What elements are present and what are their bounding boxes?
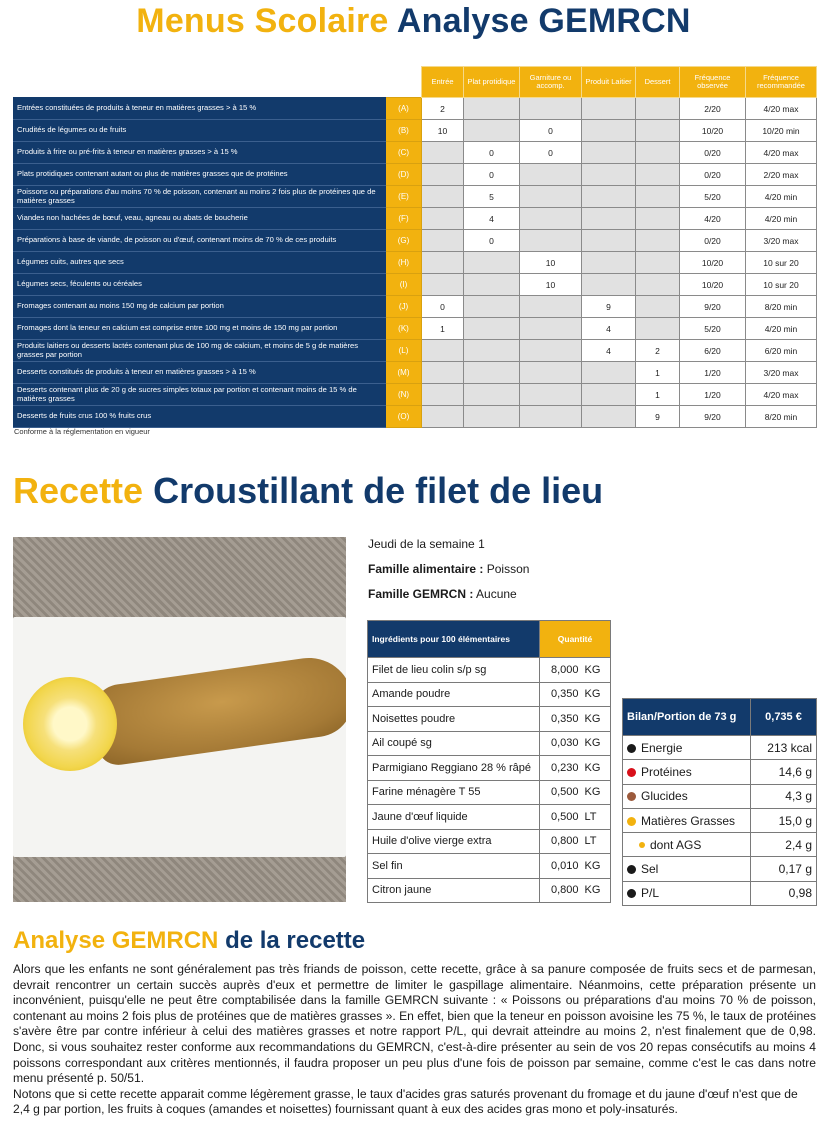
table-cell: 0/20 [680,164,746,186]
table-cell [636,274,680,296]
table-cell [422,274,464,296]
table-cell: 3/20 max [746,362,817,384]
bullet-dot-icon [627,744,636,753]
table-cell: 0/20 [680,230,746,252]
ingredient-name: Noisettes poudre [368,707,540,732]
table-cell: 0/20 [680,142,746,164]
header-spacer [386,67,422,98]
ingredient-unit: KG [582,780,611,805]
nutrient-cell [623,808,751,832]
row-code: (O) [386,406,422,428]
row-code: (N) [386,384,422,406]
table-cell [520,186,582,208]
row-label: Légumes secs, féculents ou céréales [14,274,386,296]
table-cell [520,164,582,186]
nutrient-value: 0,98 [751,881,817,905]
table-cell [636,296,680,318]
table-cell: 4/20 max [746,142,817,164]
table-cell: 0 [464,230,520,252]
table-cell: 5/20 [680,318,746,340]
table-row [14,208,817,230]
table-cell: 2/20 max [746,164,817,186]
row-label: Poissons ou préparations d'au moins 70 % de poisson, contenant au moins 2 fois plus de protéines que de matières grasses [14,186,386,208]
conformity-note: Conforme à la réglementation en vigueur [14,427,150,436]
row-code: (L) [386,340,422,362]
ingredient-qty: 0,500 [540,780,582,805]
bilan-price: 0,735 € [751,699,817,736]
table-cell [582,274,636,296]
table-cell [582,164,636,186]
table-cell [582,252,636,274]
table-cell: 1 [422,318,464,340]
ingredient-unit: KG [582,682,611,707]
row-label: Produits laitiers ou desserts lactés contenant plus de 100 mg de calcium, et moins de 5 g de matières grasses par portion [14,340,386,362]
column-header: Fréquence observée [680,67,746,98]
row-label: Entrées constituées de produits à teneur en matières grasses > à 15 % [14,98,386,120]
column-header: Produit Laitier [582,67,636,98]
ingredient-unit: KG [582,658,611,683]
table-cell: 4 [582,318,636,340]
header-spacer [14,67,386,98]
row-label: Légumes cuits, autres que secs [14,252,386,274]
table-cell [464,274,520,296]
title-yellow: Menus Scolaire [136,2,389,40]
ingredient-row [368,854,611,879]
nutrient-value: 2,4 g [751,833,817,857]
ingredient-name: Amande poudre [368,682,540,707]
ingredient-unit: KG [582,854,611,879]
table-cell [520,406,582,428]
table-cell: 6/20 [680,340,746,362]
table-cell: 0 [520,142,582,164]
table-cell [464,252,520,274]
table-cell [422,230,464,252]
table-cell [464,340,520,362]
recipe-family [368,562,529,576]
table-cell: 4/20 min [746,318,817,340]
row-code: (D) [386,164,422,186]
nutrient-name: Glucides [641,789,688,804]
ingredient-name: Filet de lieu colin s/p sg [368,658,540,683]
table-cell [520,230,582,252]
table-cell: 10 [520,252,582,274]
ingredient-row [368,756,611,781]
ingredient-qty: 0,500 [540,805,582,830]
nutrition-row [623,760,817,784]
ingredient-unit: KG [582,707,611,732]
column-header: Fréquence recommandée [746,67,817,98]
row-code: (J) [386,296,422,318]
nutrient-name: Sel [641,862,659,877]
row-code: (C) [386,142,422,164]
table-cell: 1 [636,384,680,406]
table-cell: 9/20 [680,296,746,318]
nutrient-name: Matières Grasses [641,813,736,828]
table-cell: 1/20 [680,384,746,406]
nutrition-row [623,808,817,832]
table-cell [582,120,636,142]
row-code: (M) [386,362,422,384]
table-cell [582,384,636,406]
table-cell: 1 [636,362,680,384]
table-cell: 10/20 [680,274,746,296]
nutrient-cell [623,784,751,808]
table-cell [520,318,582,340]
table-cell [520,384,582,406]
table-cell [464,98,520,120]
table-cell [422,362,464,384]
table-cell [464,318,520,340]
family-value: Poisson [486,562,530,576]
table-cell [582,186,636,208]
ingredient-row [368,682,611,707]
row-label: Crudités de légumes ou de fruits [14,120,386,142]
table-cell: 4 [464,208,520,230]
nutrient-cell [623,736,751,760]
table-cell [582,362,636,384]
analyse-paragraph-2: Notons que si cette recette apparait comme légèrement grasse, le taux d'acides gras saturés provenant du fromage et du jaune d'œuf n'est que de 2,4 g par portion, les fruits à coques (amandes et noisettes) fournissant quant à eux des acides gras mono et poly-insaturés. [13,1086,798,1117]
nutrient-cell [623,857,751,881]
table-cell: 4/20 min [746,208,817,230]
table-cell [636,164,680,186]
bullet-dot-icon [627,889,636,898]
analyse-text [13,962,816,1118]
table-cell: 5/20 [680,186,746,208]
row-code: (F) [386,208,422,230]
table-cell [520,296,582,318]
quantity-header: Quantité [540,621,611,658]
gemrcn-header-row [14,67,817,98]
ingredient-unit: KG [582,878,611,903]
ingredient-unit: KG [582,756,611,781]
bullet-dot-icon [627,768,636,777]
nutrition-row [623,857,817,881]
table-cell: 4 [582,340,636,362]
ingredient-unit: KG [582,731,611,756]
table-row [14,120,817,142]
table-cell [464,384,520,406]
table-cell [464,120,520,142]
table-cell: 10 sur 20 [746,274,817,296]
bullet-dot-icon [627,865,636,874]
ingredient-qty: 0,800 [540,878,582,903]
nutrition-row [623,881,817,905]
table-cell: 1/20 [680,362,746,384]
table-row [14,164,817,186]
nutrient-name: dont AGS [650,837,702,852]
column-header: Entrée [422,67,464,98]
table-cell: 10 [520,274,582,296]
ingredient-qty: 0,350 [540,707,582,732]
ingredient-name: Jaune d'œuf liquide [368,805,540,830]
gemrcn-table [13,66,817,428]
table-row [14,252,817,274]
table-cell [422,142,464,164]
nutrient-cell [623,881,751,905]
table-cell: 0 [464,164,520,186]
row-label: Desserts contenant plus de 20 g de sucres simples totaux par portion et contenant moins de 15 % de matières grasses [14,384,386,406]
table-cell [636,230,680,252]
table-cell: 8/20 min [746,406,817,428]
gemrcn-family-label: Famille GEMRCN : [368,587,474,601]
table-cell [636,208,680,230]
table-cell: 4/20 max [746,98,817,120]
ingredient-qty: 8,000 [540,658,582,683]
nutrient-value: 213 kcal [751,736,817,760]
table-cell [422,340,464,362]
table-cell: 9 [582,296,636,318]
ingredient-row [368,829,611,854]
bilan-table [622,698,817,906]
table-cell [636,252,680,274]
table-row [14,98,817,120]
table-row [14,318,817,340]
ingredient-name: Farine ménagère T 55 [368,780,540,805]
table-row [14,384,817,406]
column-header: Dessert [636,67,680,98]
title-navy: Analyse GEMRCN [396,2,691,40]
ingredient-row [368,805,611,830]
table-cell [422,252,464,274]
table-row [14,186,817,208]
ingredient-qty: 0,350 [540,682,582,707]
nutrient-cell [623,833,751,857]
table-cell: 10/20 [680,120,746,142]
table-cell [636,142,680,164]
table-cell: 9 [636,406,680,428]
ingredient-qty: 0,030 [540,731,582,756]
row-code: (E) [386,186,422,208]
ingredient-qty: 0,010 [540,854,582,879]
table-row [14,142,817,164]
nutrient-value: 14,6 g [751,760,817,784]
nutrient-value: 0,17 g [751,857,817,881]
table-cell: 5 [464,186,520,208]
row-label: Préparations à base de viande, de poisson ou d'œuf, contenant moins de 70 % de ces produits [14,230,386,252]
ingredient-name: Huile d'olive vierge extra [368,829,540,854]
recipe-day: Jeudi de la semaine 1 [368,537,485,551]
table-cell: 10 [422,120,464,142]
table-cell [464,362,520,384]
family-label: Famille alimentaire : [368,562,484,576]
nutrient-name: Protéines [641,764,692,779]
table-cell: 2 [422,98,464,120]
row-label: Desserts constitués de produits à teneur en matières grasses > à 15 % [14,362,386,384]
bullet-dot-icon [639,842,645,848]
nutrition-row [623,833,817,857]
gemrcn-family-value: Aucune [476,587,517,601]
ingredient-name: Parmigiano Reggiano 28 % râpé [368,756,540,781]
ingredients-header: Ingrédients pour 100 élémentaires [368,621,540,658]
table-cell: 9/20 [680,406,746,428]
table-cell [636,98,680,120]
lemon-slice [23,677,117,771]
ingredient-row [368,780,611,805]
row-label: Viandes non hachées de bœuf, veau, agneau ou abats de boucherie [14,208,386,230]
ingredient-qty: 0,230 [540,756,582,781]
bullet-dot-icon [627,817,636,826]
ingredient-unit: LT [582,805,611,830]
table-cell: 0 [422,296,464,318]
ingredient-row [368,878,611,903]
table-cell: 2 [636,340,680,362]
column-header: Garniture ou accomp. [520,67,582,98]
table-row [14,274,817,296]
table-cell [464,406,520,428]
row-code: (B) [386,120,422,142]
ingredient-row [368,658,611,683]
ingredient-row [368,731,611,756]
table-cell [636,318,680,340]
table-cell [582,142,636,164]
analyse-title-yellow: Analyse GEMRCN [13,927,219,954]
table-row [14,296,817,318]
row-label: Fromages contenant au moins 150 mg de calcium par portion [14,296,386,318]
table-row [14,340,817,362]
table-cell: 6/20 min [746,340,817,362]
table-cell: 2/20 [680,98,746,120]
recipe-title-yellow: Recette [13,470,144,511]
analyse-title [13,927,365,955]
nutrient-value: 4,3 g [751,784,817,808]
table-cell: 0 [520,120,582,142]
table-cell [582,208,636,230]
table-cell [582,406,636,428]
ingredient-qty: 0,800 [540,829,582,854]
row-label: Plats protidiques contenant autant ou plus de matières grasses que de protéines [14,164,386,186]
recipe-photo [13,537,346,902]
bilan-header: Bilan/Portion de 73 g [623,699,751,736]
row-code: (G) [386,230,422,252]
recipe-title-navy: Croustillant de filet de lieu [153,470,604,511]
ingredient-name: Ail coupé sg [368,731,540,756]
table-cell: 0 [464,142,520,164]
nutrient-cell [623,760,751,784]
bullet-dot-icon [627,792,636,801]
table-cell [520,208,582,230]
table-cell [636,120,680,142]
table-cell [520,340,582,362]
table-row [14,406,817,428]
table-cell: 3/20 max [746,230,817,252]
row-code: (A) [386,98,422,120]
analyse-title-navy: de la recette [225,927,366,954]
row-code: (I) [386,274,422,296]
table-cell: 10/20 [680,252,746,274]
page-title [0,2,827,41]
ingredient-row [368,707,611,732]
nutrition-row [623,784,817,808]
nutrient-name: Energie [641,740,683,755]
ingredient-name: Sel fin [368,854,540,879]
ingredients-table [367,620,611,903]
nutrient-name: P/L [641,886,660,901]
analyse-paragraph-1: Alors que les enfants ne sont généralement pas très friands de poisson, cette recette, grâce à sa panure composée de fruits secs et de parmesan, devrait rencontrer un certain succès auprès d'eux et permettre de limiter le gaspillage alimentaire. Néanmoins, cette préparation présente un inconvénient, puisqu'elle ne peut être comptabilisée dans la famille GEMRCN suivante : « Poissons ou préparations d'au moins 70 % de poisson, contenant au moins 2 fois plus de protéines que de matières grasses ». En effet, bien que la teneur en poisson avoisine les 75 %, le taux de protéines s'avère être par contre inférieur à celui des matières grasses et notre rapport P/L, qui devrait atteindre au moins 2, n'est finalement que de 0,98. Donc, si vous souhaitez rester conforme aux recommandations du GEMRCN, c'est-à-dire présenter au sein de vos 20 repas consécutifs au moins 4 poissons correspondant aux critères mentionnés, il faudra proposer un peu plus d'une fois de poisson par semaine, comme c'est le cas dans notre menu présenté p. 50/51. [13,962,816,1086]
table-cell: 4/20 [680,208,746,230]
table-cell [520,362,582,384]
ingredient-unit: LT [582,829,611,854]
recipe-gemrcn-family [368,587,517,601]
ingredient-name: Citron jaune [368,878,540,903]
table-cell [636,186,680,208]
nutrient-value: 15,0 g [751,808,817,832]
recipe-title [13,470,603,512]
table-cell [422,406,464,428]
table-cell [582,230,636,252]
table-cell [422,384,464,406]
table-cell [422,208,464,230]
table-cell: 10/20 min [746,120,817,142]
table-cell [422,186,464,208]
table-cell [520,98,582,120]
table-cell: 10 sur 20 [746,252,817,274]
row-label: Produits à frire ou pré-frits à teneur en matières grasses > à 15 % [14,142,386,164]
table-cell [582,98,636,120]
nutrition-row [623,736,817,760]
table-row [14,362,817,384]
row-label: Desserts de fruits crus 100 % fruits crus [14,406,386,428]
table-cell [464,296,520,318]
table-cell: 8/20 min [746,296,817,318]
row-code: (K) [386,318,422,340]
column-header: Plat protidique [464,67,520,98]
table-cell [422,164,464,186]
table-cell: 4/20 max [746,384,817,406]
table-row [14,230,817,252]
table-cell: 4/20 min [746,186,817,208]
row-label: Fromages dont la teneur en calcium est comprise entre 100 mg et moins de 150 mg par portion [14,318,386,340]
row-code: (H) [386,252,422,274]
